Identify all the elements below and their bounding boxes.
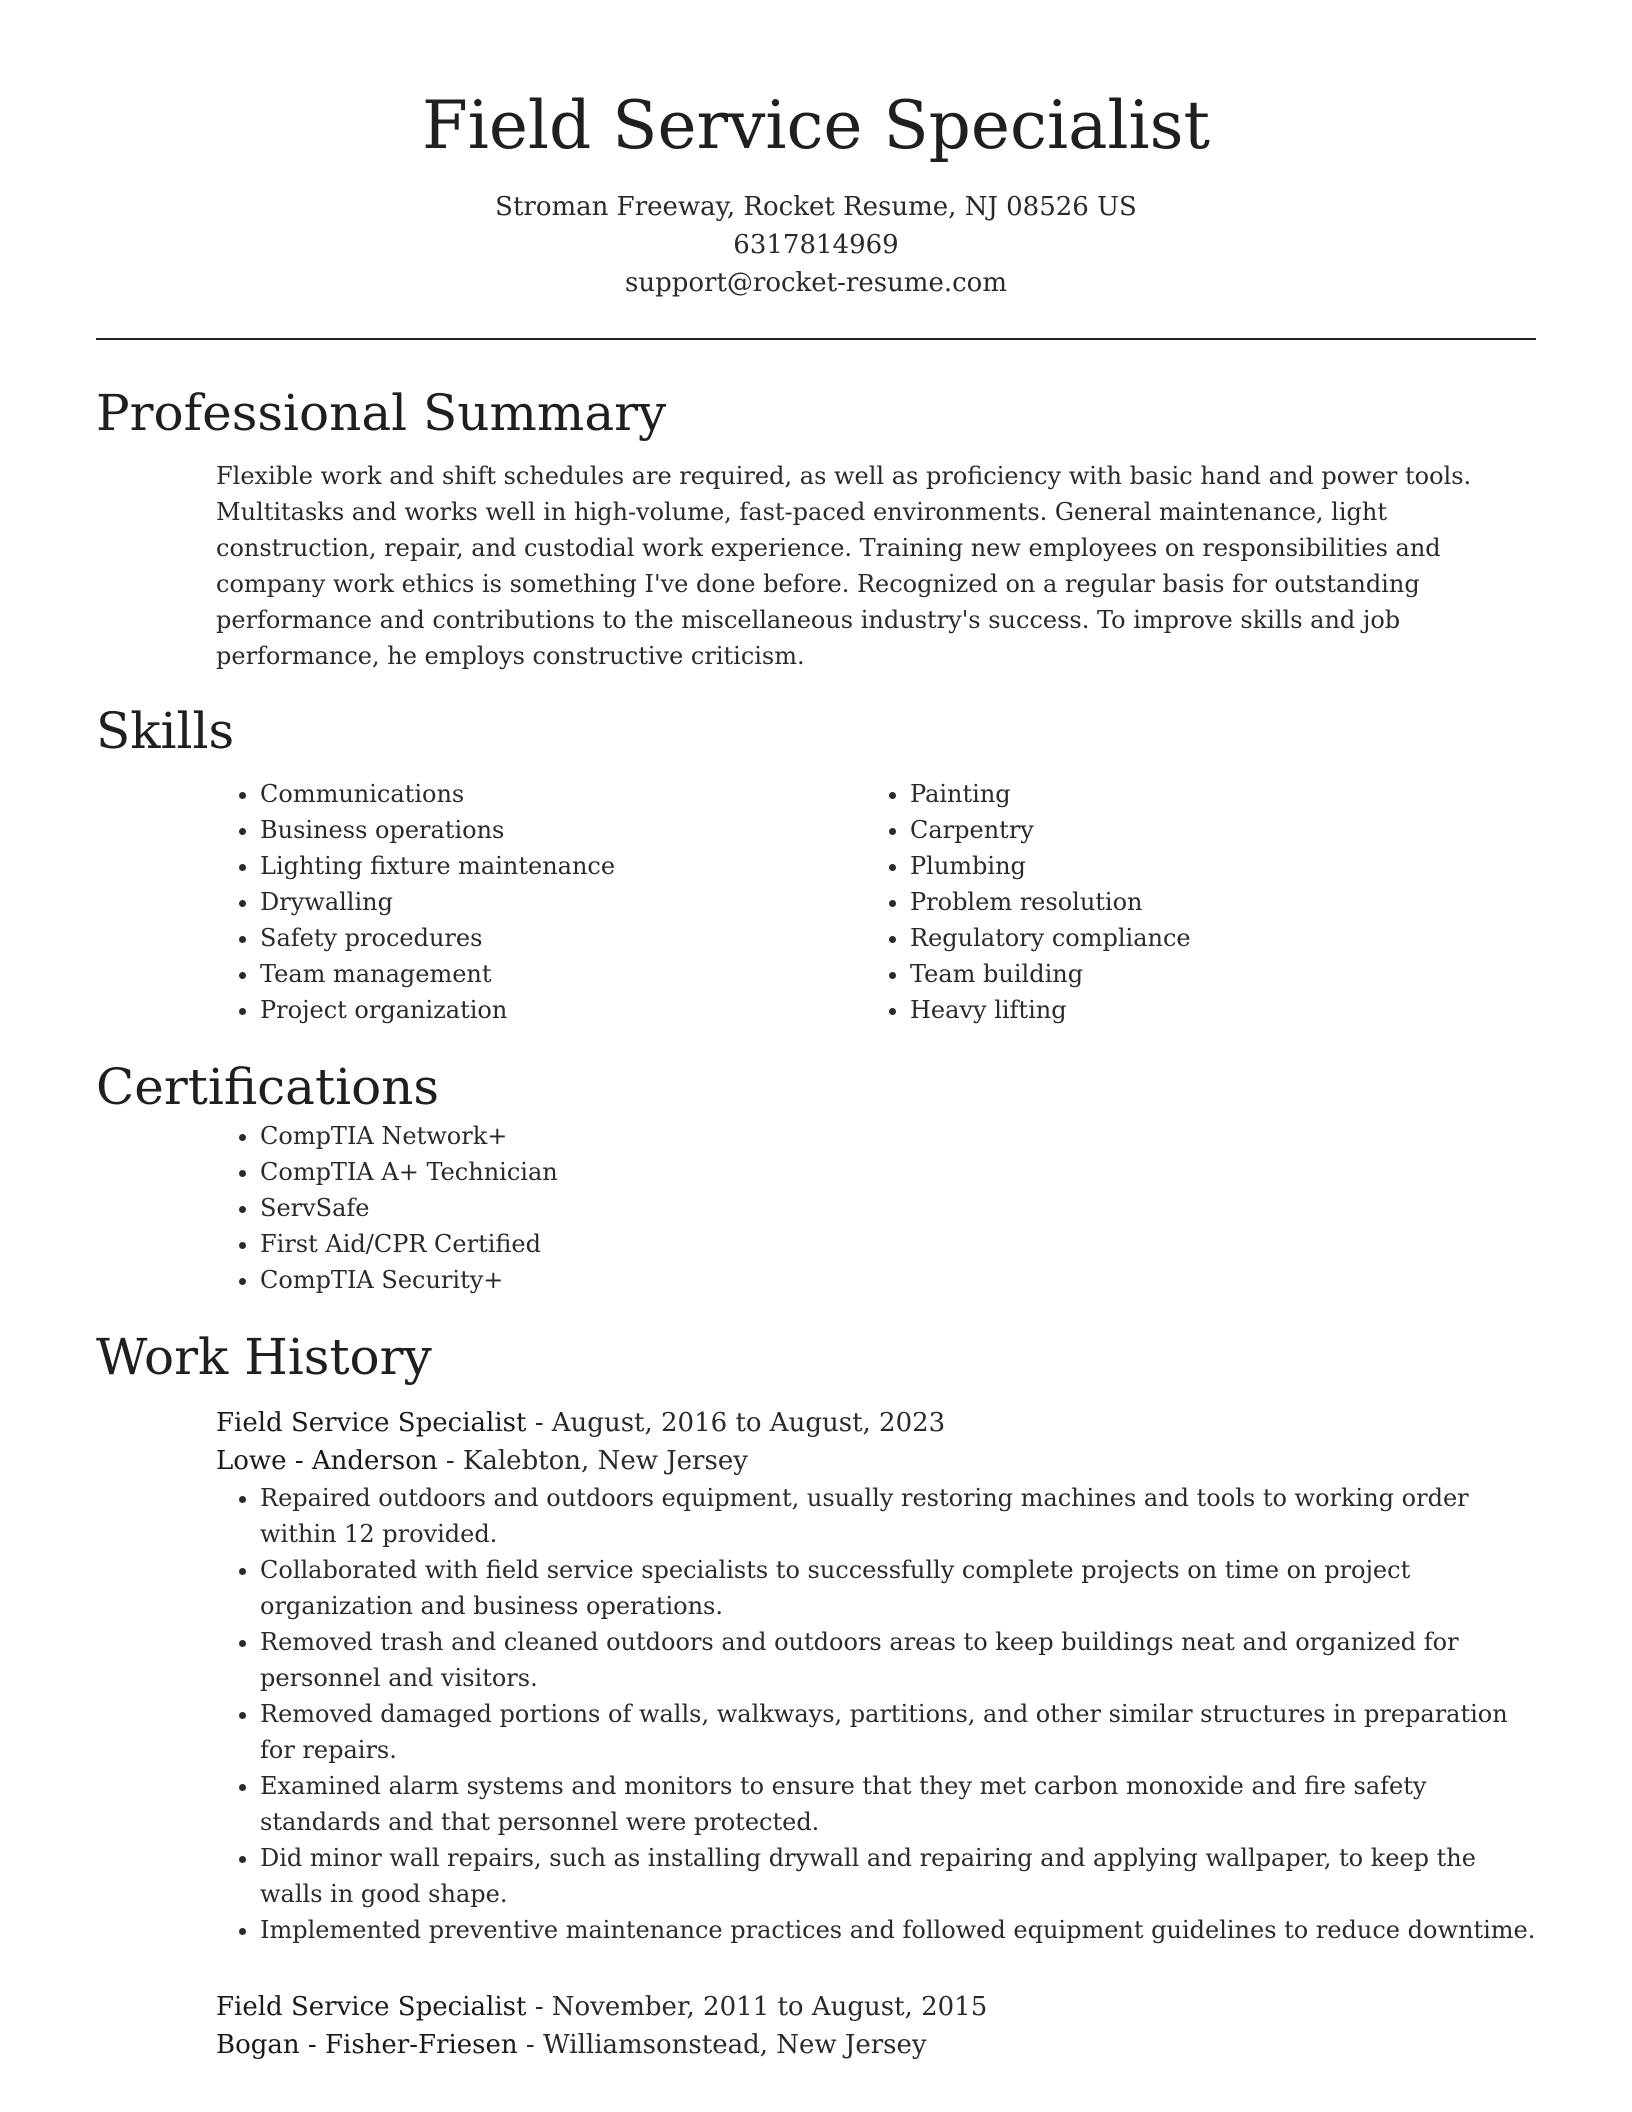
certification-item: • CompTIA Network+ [260, 1118, 1536, 1154]
contact-block [96, 188, 1536, 302]
job-bullet: • Did minor wall repairs, such as installing drywall and repairing and applying wallpaper, to keep the walls in good shape. [260, 1840, 1536, 1912]
job-company: Lowe - Anderson [216, 1446, 438, 1476]
certification-item: • CompTIA Security+ [260, 1262, 1536, 1298]
job-bullet: • Removed trash and cleaned outdoors and outdoors areas to keep buildings neat and organized for personnel and visitors. [260, 1624, 1536, 1696]
skill-item: • Business operations [260, 812, 746, 848]
skill-item: • Plumbing [910, 848, 1410, 884]
header-divider [96, 338, 1536, 340]
job-company-line [216, 1442, 1536, 1480]
skill-item: • Heavy lifting [910, 992, 1410, 1028]
contact-email: support@rocket-resume.com [624, 268, 1007, 298]
job-dates: August, 2016 to August, 2023 [551, 1408, 946, 1438]
job-title-line [216, 1988, 1536, 2026]
skill-item: • Drywalling [260, 884, 746, 920]
skill-item: • Regulatory compliance [910, 920, 1410, 956]
contact-phone: 6317814969 [733, 230, 899, 260]
summary-title: Professional Summary [96, 384, 667, 442]
job-bullet: • Removed damaged portions of walls, walkways, partitions, and other similar structures in preparation for repairs. [260, 1696, 1536, 1768]
contact-address: Stroman Freeway, Rocket Resume, NJ 08526 US [495, 192, 1137, 222]
job-bullets [216, 1480, 1536, 1948]
skill-item: • Communications [260, 776, 746, 812]
job-header [216, 1404, 1536, 1480]
job-company-line [216, 2026, 1536, 2064]
resume-name: Field Service Specialist [421, 87, 1211, 164]
skills-section [96, 700, 1536, 1028]
job-bullet: • Repaired outdoors and outdoors equipment, usually restoring machines and tools to working order within 12 provided. [260, 1480, 1536, 1552]
job-title: Field Service Specialist [216, 1992, 527, 2022]
certifications-section [96, 1056, 1536, 1298]
job-company: Bogan - Fisher-Friesen [216, 2030, 518, 2060]
skill-item: • Problem resolution [910, 884, 1410, 920]
certification-item: • CompTIA A+ Technician [260, 1154, 1536, 1190]
summary-section [96, 382, 1536, 674]
job-location: Williamsonstead, New Jersey [542, 2030, 927, 2060]
separator: - [526, 1408, 552, 1438]
job-title-line [216, 1404, 1536, 1442]
job-bullet: • Examined alarm systems and monitors to ensure that they met carbon monoxide and fire safety standards and that personnel were protected. [260, 1768, 1536, 1840]
separator: - [517, 2030, 543, 2060]
certification-item: • ServSafe [260, 1190, 1536, 1226]
resume-page [96, 0, 1536, 2064]
skills-column-1 [96, 776, 746, 1028]
skills-grid [96, 776, 1536, 1028]
job-bullet: • Implemented preventive maintenance practices and followed equipment guidelines to reduce downtime. [260, 1912, 1536, 1948]
job-header [216, 1988, 1536, 2064]
work-history-title: Work History [96, 1328, 432, 1386]
summary-text: Flexible work and shift schedules are required, as well as proficiency with basic hand and power tools. Multitasks and works well in high-volume, fast-paced environments. General maintenance, light construction, repair, and custodial work experience. Training new employees on responsibilities and company work ethics is something I've done before. Recognized on a regular basis for outstanding performance and contributions to the miscellaneous industry's success. To improve skills and job performance, he employs constructive criticism. [216, 462, 1472, 670]
skill-item: • Painting [910, 776, 1410, 812]
job-title: Field Service Specialist [216, 1408, 527, 1438]
skill-item: • Carpentry [910, 812, 1410, 848]
separator: - [437, 1446, 463, 1476]
certifications-title: Certifications [96, 1058, 440, 1116]
certification-item: • First Aid/CPR Certified [260, 1226, 1536, 1262]
job-bullet: • Collaborated with field service specialists to successfully complete projects on time on project organization and business operations. [260, 1552, 1536, 1624]
job-entry [216, 1988, 1536, 2064]
separator: - [526, 1992, 552, 2022]
job-location: Kalebton, New Jersey [462, 1446, 748, 1476]
certifications-list [96, 1118, 1536, 1298]
skill-item: • Project organization [260, 992, 746, 1028]
skill-item: • Team management [260, 956, 746, 992]
skill-item: • Team building [910, 956, 1410, 992]
skill-item: • Safety procedures [260, 920, 746, 956]
job-entry [216, 1404, 1536, 1948]
work-history-section [96, 1326, 1536, 2064]
skill-item: • Lighting fixture maintenance [260, 848, 746, 884]
job-dates: November, 2011 to August, 2015 [551, 1992, 988, 2022]
skills-column-2 [746, 776, 1410, 1028]
skills-title: Skills [96, 702, 235, 760]
